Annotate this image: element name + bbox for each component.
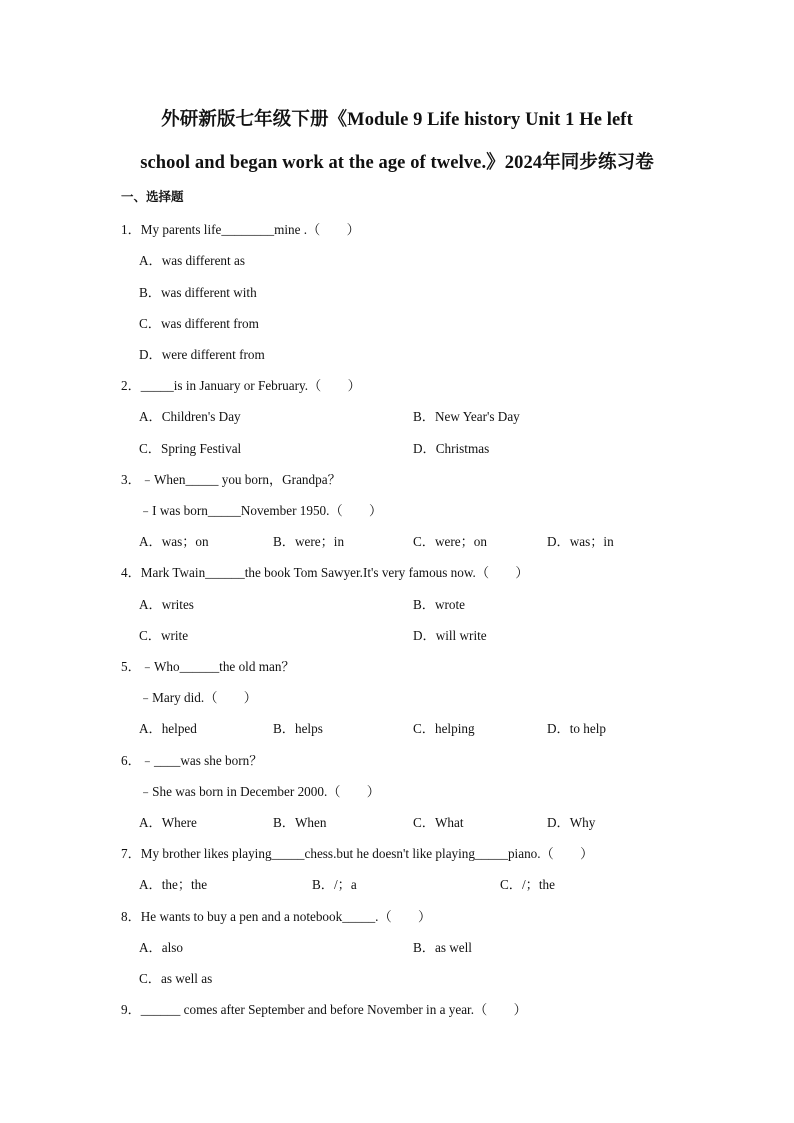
document-title-line-2: school and began work at the age of twelve.》2024年同步练习卷 — [140, 153, 654, 173]
document-title-line-1: 外研新版七年级下册《Module 9 Life history Unit 1 He left — [161, 110, 633, 130]
question-2-option-d[interactable]: D．Christmas — [413, 441, 490, 456]
question-1-option-a[interactable]: A．was different as — [139, 253, 245, 268]
question-3-option-a[interactable]: A．was；on — [139, 534, 209, 549]
question-5-option-c[interactable]: C．helping — [413, 721, 475, 736]
question-3-sub: ﹣I was born_____November 1950.（ ） — [139, 503, 383, 518]
question-7-option-a[interactable]: A．the；the — [139, 877, 208, 892]
question-6-sub: ﹣She was born in December 2000.（ ） — [139, 784, 380, 799]
question-6-option-c[interactable]: C．What — [413, 815, 464, 830]
question-5-sub: ﹣Mary did.（ ） — [139, 690, 257, 705]
question-8-stem: 8．He wants to buy a pen and a notebook_____.（ ） — [121, 909, 432, 924]
question-6-option-a[interactable]: A．Where — [139, 815, 197, 830]
question-2-stem: 2．_____is in January or February.（ ） — [121, 378, 361, 393]
question-2-option-b[interactable]: B．New Year's Day — [413, 409, 520, 424]
question-2-option-a[interactable]: A．Children's Day — [139, 409, 241, 424]
question-6-stem: 6．﹣____was she born？ — [121, 753, 263, 768]
question-5-stem: 5．﹣Who______the old man？ — [121, 659, 295, 674]
question-3-option-d[interactable]: D．was；in — [547, 534, 614, 549]
question-1-option-d[interactable]: D．were different from — [139, 347, 265, 362]
question-7-stem: 7．My brother likes playing_____chess.but he doesn't like playing_____piano.（ ） — [121, 846, 594, 861]
question-4-option-d[interactable]: D．will write — [413, 628, 487, 643]
question-8-option-b[interactable]: B．as well — [413, 940, 472, 955]
question-1-stem: 1．My parents life________mine .（ ） — [121, 222, 360, 237]
question-7-option-b[interactable]: B．/；a — [312, 877, 357, 892]
question-1-option-c[interactable]: C．was different from — [139, 316, 259, 331]
question-4-stem: 4．Mark Twain______the book Tom Sawyer.It's very famous now.（ ） — [121, 565, 529, 580]
question-7-option-c[interactable]: C．/；the — [500, 877, 555, 892]
question-4-option-c[interactable]: C．write — [139, 628, 189, 643]
question-6-option-d[interactable]: D．Why — [547, 815, 596, 830]
question-4-option-a[interactable]: A．writes — [139, 597, 194, 612]
section-heading: 一、选择题 — [121, 189, 184, 204]
question-3-stem: 3．﹣When_____ you born，Grandpa？ — [121, 472, 341, 487]
question-1-option-b[interactable]: B．was different with — [139, 285, 257, 300]
question-6-option-b[interactable]: B．When — [273, 815, 327, 830]
question-3-option-b[interactable]: B．were；in — [273, 534, 345, 549]
question-5-option-d[interactable]: D．to help — [547, 721, 606, 736]
question-3-option-c[interactable]: C．were；on — [413, 534, 487, 549]
question-5-option-a[interactable]: A．helped — [139, 721, 197, 736]
question-2-option-c[interactable]: C．Spring Festival — [139, 441, 242, 456]
question-5-option-b[interactable]: B．helps — [273, 721, 323, 736]
question-8-option-c[interactable]: C．as well as — [139, 971, 213, 986]
question-4-option-b[interactable]: B．wrote — [413, 597, 466, 612]
question-9-stem: 9．______ comes after September and before November in a year.（ ） — [121, 1002, 527, 1017]
question-8-option-a[interactable]: A．also — [139, 940, 183, 955]
